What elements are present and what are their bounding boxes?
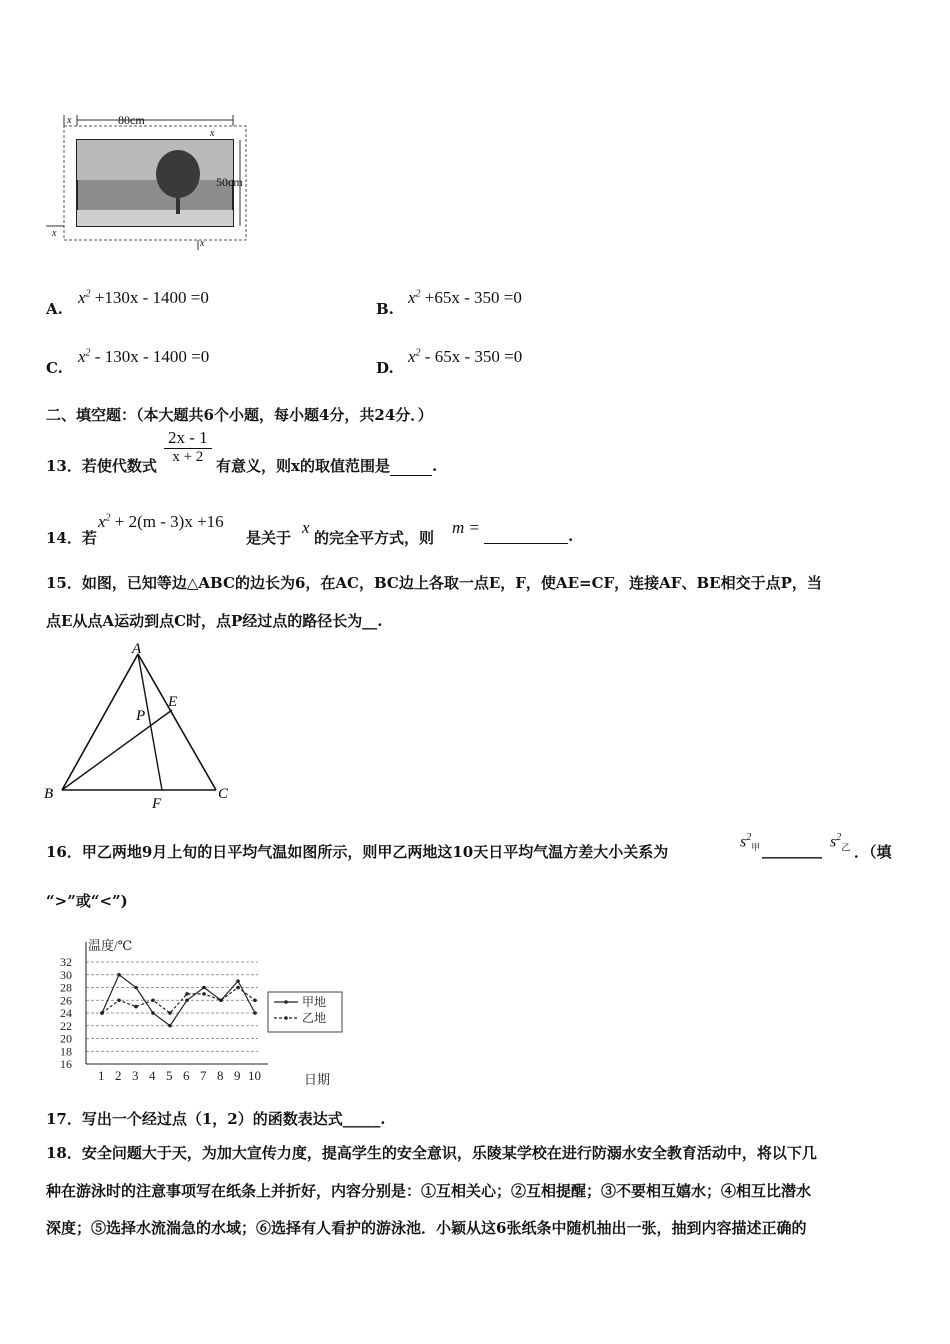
height-label: 50cm: [216, 175, 243, 189]
x-label-left: x: [52, 228, 57, 239]
y-tick-label: 16: [60, 1057, 72, 1071]
option-d-letter: D.: [376, 359, 394, 377]
data-point: [253, 998, 257, 1002]
data-point: [100, 1011, 104, 1015]
expr-var: x: [78, 347, 86, 366]
data-point: [134, 1005, 138, 1009]
expr-rest: + 2(m - 3)x +16: [110, 512, 224, 531]
s-sub: 乙: [841, 842, 851, 853]
tree-crown: [156, 150, 200, 198]
x-tick-label: 4: [149, 1068, 156, 1083]
q14-m: m =: [452, 518, 480, 537]
q14-mid: 是关于: [246, 529, 292, 547]
y-tick-label: 28: [60, 980, 72, 995]
expr-rest: +65x - 350 =0: [420, 288, 522, 307]
y-tick-label: 24: [60, 1006, 72, 1020]
x-tick-label: 2: [115, 1068, 122, 1083]
q18-line1: 18．安全问题大于天，为加大宣传力度，提高学生的安全意识，乐陵某学校在进行防溺水安全教育活动中，将以下几: [46, 1144, 817, 1162]
expr-rest: - 130x - 1400 =0: [90, 347, 210, 366]
option-d-expr: [408, 347, 522, 367]
y-tick-label: 32: [60, 955, 72, 969]
q13-end: .: [431, 457, 438, 475]
expr-sup: 2: [415, 347, 421, 359]
q13-numerator: 2x - 1: [168, 428, 208, 447]
x-tick-label: 3: [132, 1068, 139, 1083]
q13-fraction: [164, 428, 212, 466]
q16-blank: ________: [762, 841, 822, 859]
x-tick-label: 1: [98, 1068, 105, 1083]
question-13: [46, 428, 646, 478]
triangle-figure: [40, 640, 240, 810]
q14-end: .: [568, 527, 574, 545]
x-tick-label: 7: [200, 1068, 207, 1083]
y-tick-label: 26: [60, 993, 72, 1008]
data-point: [185, 998, 189, 1002]
option-c-letter: C.: [46, 359, 63, 377]
expr-rest: - 65x - 350 =0: [420, 347, 523, 366]
option-b-expr: [408, 288, 522, 308]
picture-sky: [77, 140, 233, 180]
chart-grid: [86, 962, 258, 1064]
x-label-bottom: x: [200, 238, 205, 249]
legend-label: 乙地: [302, 1011, 327, 1025]
q14-expr: [98, 512, 224, 532]
s-var: s: [740, 833, 747, 851]
data-point: [168, 1011, 172, 1015]
expr-sup: 2: [105, 512, 111, 524]
width-label: 80cm: [118, 113, 145, 127]
question-16: [46, 828, 906, 868]
x-label-top: x: [67, 115, 72, 126]
s-sub: 甲: [751, 842, 761, 853]
data-point: [202, 986, 206, 990]
expr-sup: 2: [85, 288, 91, 300]
data-point: [236, 986, 240, 990]
q16-line1-pre: 16．甲乙两地9月上旬的日平均气温如图所示，则甲乙两地这10天日平均气温方差大小关系为: [46, 843, 669, 861]
x-label-right: x: [210, 128, 215, 139]
picture-frame-figure: [42, 112, 262, 252]
q13-denominator: x + 2: [164, 448, 212, 466]
side-ab: [62, 654, 138, 790]
data-point: [151, 998, 155, 1002]
q18-line3: 深度；⑤选择水流湍急的水域；⑥选择有人看护的游泳池．小颖从这6张纸条中随机抽出一张，抽到内容描述正确的: [46, 1219, 807, 1237]
y-axis-label: 温度/℃: [88, 938, 133, 953]
q16-s1: [740, 832, 760, 854]
label-b: B: [44, 786, 54, 802]
q16-s2: [830, 832, 850, 854]
q14-prefix: 14．若: [46, 529, 97, 547]
temperature-chart: [58, 928, 358, 1088]
option-a-expr: [78, 288, 209, 308]
x-tick-label: 6: [183, 1068, 190, 1083]
data-point: [151, 1011, 155, 1015]
expr-rest: +130x - 1400 =0: [90, 288, 209, 307]
option-a-letter: A.: [46, 300, 63, 318]
option-b-letter: B.: [376, 300, 394, 318]
label-p: P: [136, 708, 146, 724]
data-point: [117, 973, 121, 977]
legend-label: 甲地: [302, 995, 327, 1009]
expr-var: x: [98, 512, 106, 531]
label-a: A: [132, 641, 142, 657]
q16-line2: “>”或“<”): [46, 892, 128, 910]
q16-tail: ．（填: [854, 843, 892, 861]
q15-line1: 15．如图，已知等边△ABC的边长为6，在AC，BC边上各取一点E，F，使AE=CF，连接AF、BE相交于点P，当: [46, 574, 822, 592]
triangle-svg: [40, 640, 240, 810]
data-point: [117, 998, 121, 1002]
q17-text: 17．写出一个经过点（1，2）的函数表达式: [46, 1110, 343, 1128]
y-tick-label: 18: [60, 1044, 72, 1059]
y-tick-label: 22: [60, 1018, 72, 1033]
label-f: F: [152, 796, 162, 810]
picture-frame-svg: [42, 112, 262, 252]
section-heading: 二、填空题：（本大题共6个小题，每小题4分，共24分．）: [46, 406, 433, 424]
q17-end: .: [380, 1110, 386, 1128]
q14-mid2: 的完全平方式，则: [314, 529, 435, 547]
picture-ground: [77, 210, 233, 226]
x-tick-label: 8: [217, 1068, 224, 1083]
x-tick-label: 9: [234, 1068, 241, 1083]
expr-sup: 2: [85, 347, 91, 359]
q13-suffix-text: 有意义，则x的取值范围是: [216, 457, 390, 475]
option-c-expr: [78, 347, 209, 367]
q14-blank: [484, 527, 568, 544]
label-c: C: [218, 786, 229, 802]
q15-line2: 点E从点A运动到点C时，点P经过点的路径长为__.: [46, 612, 383, 630]
chart-legend: [268, 992, 342, 1032]
y-tick-label: 30: [60, 967, 72, 982]
q13-prefix: 13．若使代数式: [46, 457, 157, 475]
y-tick-label: 20: [60, 1031, 72, 1046]
chart-svg: [58, 928, 358, 1088]
data-point: [168, 1024, 172, 1028]
legend-marker: [284, 1016, 288, 1020]
data-point: [236, 979, 240, 983]
q13-blank: [390, 457, 432, 476]
q17-blank: _____: [342, 1110, 381, 1128]
s-sup: 2: [746, 832, 752, 843]
q13-suffix: [216, 455, 437, 476]
data-point: [202, 992, 206, 996]
s-var: s: [830, 833, 837, 851]
expr-var: x: [408, 347, 416, 366]
data-point: [219, 998, 223, 1002]
data-point: [134, 986, 138, 990]
x-axis-label: 日期: [304, 1072, 331, 1087]
expr-var: x: [78, 288, 86, 307]
question-17: [46, 1108, 385, 1129]
q14-var: x: [302, 518, 310, 537]
q18-line2: 种在游泳时的注意事项写在纸条上并折好，内容分别是：①互相关心；②互相提醒；③不要相互嬉水；④相互比潜水: [46, 1182, 812, 1200]
legend-marker: [284, 1000, 288, 1004]
expr-sup: 2: [415, 288, 421, 300]
data-point: [253, 1011, 257, 1015]
data-point: [185, 992, 189, 996]
x-tick-label: 10: [248, 1068, 261, 1083]
s-sup: 2: [836, 832, 842, 843]
x-tick-label: 5: [166, 1068, 173, 1083]
question-14: [46, 512, 666, 552]
label-e: E: [168, 694, 178, 710]
expr-var: x: [408, 288, 416, 307]
